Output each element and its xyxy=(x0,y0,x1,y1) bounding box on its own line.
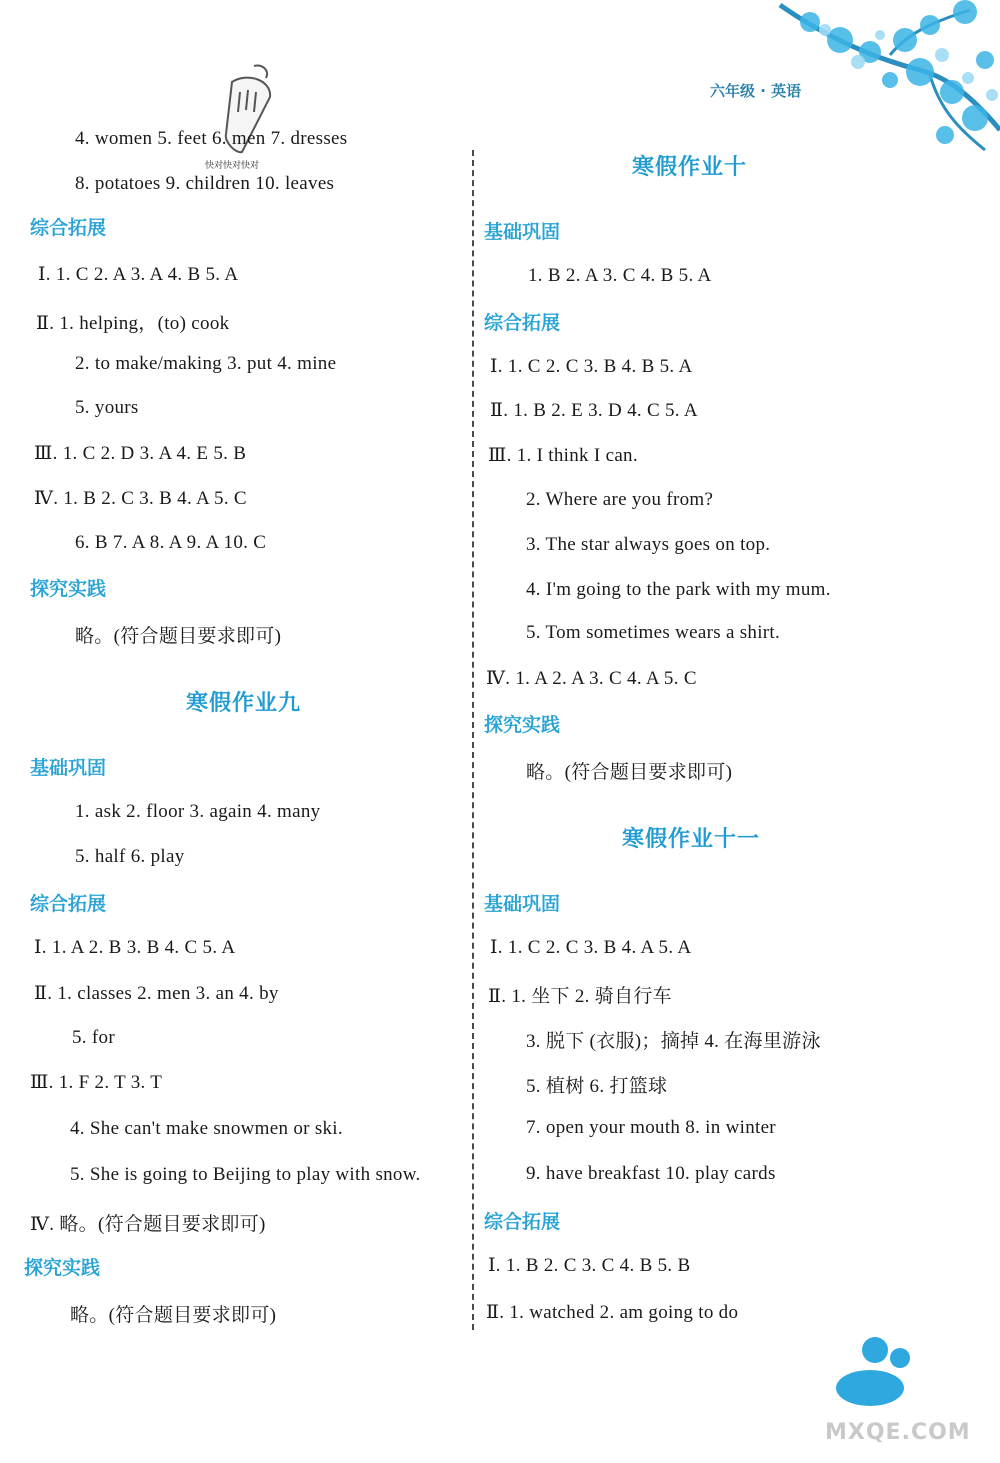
answer-line: 3. 脱下 (衣服)；摘掉 4. 在海里游泳 xyxy=(526,1031,821,1052)
watermark-text: MXQE.COM xyxy=(825,1420,971,1445)
section-heading-exploration: 探究实践 xyxy=(484,714,561,736)
answer-line: Ⅱ. 1. 坐下 2. 骑自行车 xyxy=(488,986,672,1007)
plum-branch-illustration xyxy=(770,0,1000,160)
answer-line: 5. yours xyxy=(75,397,139,418)
answer-line: Ⅳ. 略。(符合题目要求即可) xyxy=(30,1214,266,1235)
homework-title: 寒假作业九 xyxy=(186,691,302,716)
answer-line: 1. B 2. A 3. C 4. B 5. A xyxy=(528,265,712,286)
answer-line: 3. The star always goes on top. xyxy=(526,534,771,555)
answer-line: Ⅳ. 1. B 2. C 3. B 4. A 5. C xyxy=(34,488,247,509)
answer-line: 5. 植树 6. 打篮球 xyxy=(526,1076,668,1097)
answer-line: 2. to make/making 3. put 4. mine xyxy=(75,353,337,374)
answer-line: 5. Tom sometimes wears a shirt. xyxy=(526,622,781,643)
answer-line: Ⅰ. 1. B 2. C 3. C 4. B 5. B xyxy=(488,1255,691,1276)
brand-small-text: 快对快对快对 xyxy=(205,161,260,171)
section-heading-comprehensive: 综合拓展 xyxy=(484,1211,561,1233)
answer-line: 2. Where are you from? xyxy=(526,489,714,510)
answer-line: Ⅰ. 1. C 2. A 3. A 4. B 5. A xyxy=(38,264,239,285)
answer-line: 5. She is going to Beijing to play with snow. xyxy=(70,1164,421,1185)
answer-line: Ⅲ. 1. C 2. D 3. A 4. E 5. B xyxy=(34,443,247,464)
paw-print-icon xyxy=(830,1330,920,1410)
answer-line: Ⅱ. 1. B 2. E 3. D 4. C 5. A xyxy=(490,400,698,421)
answer-line: 略。(符合题目要求即可) xyxy=(75,626,282,647)
answer-line: 4. women 5. feet 6. men 7. dresses xyxy=(75,128,348,149)
answer-line: 略。(符合题目要求即可) xyxy=(70,1305,277,1326)
homework-title: 寒假作业十一 xyxy=(622,827,761,852)
answer-line: 7. open your mouth 8. in winter xyxy=(526,1117,776,1138)
answer-line: Ⅰ. 1. A 2. B 3. B 4. C 5. A xyxy=(34,937,236,958)
answer-line: 1. ask 2. floor 3. again 4. many xyxy=(75,801,321,822)
section-heading-exploration: 探究实践 xyxy=(30,578,107,600)
answer-line: 8. potatoes 9. children 10. leaves xyxy=(75,173,335,194)
answer-line: 6. B 7. A 8. A 9. A 10. C xyxy=(75,532,267,553)
homework-title: 寒假作业十 xyxy=(632,155,748,180)
answer-line: 5. half 6. play xyxy=(75,846,185,867)
answer-line: 9. have breakfast 10. play cards xyxy=(526,1163,776,1184)
answer-line: 4. She can't make snowmen or ski. xyxy=(70,1118,343,1139)
section-heading-basics: 基础巩固 xyxy=(30,757,107,779)
section-heading-comprehensive: 综合拓展 xyxy=(30,893,107,915)
answer-line: Ⅰ. 1. C 2. C 3. B 4. B 5. A xyxy=(490,356,693,377)
section-heading-comprehensive: 综合拓展 xyxy=(484,312,561,334)
answer-line: 略。(符合题目要求即可) xyxy=(526,762,733,783)
answer-line: Ⅱ. 1. helping，(to) cook xyxy=(36,313,230,334)
section-heading-comprehensive: 综合拓展 xyxy=(30,217,107,239)
answer-line: 4. I'm going to the park with my mum. xyxy=(526,579,831,600)
answer-line: Ⅳ. 1. A 2. A 3. C 4. A 5. C xyxy=(486,668,697,689)
answer-line: 5. for xyxy=(72,1027,115,1048)
section-heading-basics: 基础巩固 xyxy=(484,893,561,915)
answer-line: Ⅲ. 1. F 2. T 3. T xyxy=(30,1072,163,1093)
section-heading-exploration: 探究实践 xyxy=(24,1257,101,1279)
answer-line: Ⅲ. 1. I think I can. xyxy=(488,445,638,466)
answer-line: Ⅰ. 1. C 2. C 3. B 4. A 5. A xyxy=(490,937,692,958)
section-heading-basics: 基础巩固 xyxy=(484,221,561,243)
answer-line: Ⅱ. 1. watched 2. am going to do xyxy=(486,1302,739,1323)
grade-subject-label: 六年级 · 英语 xyxy=(710,82,802,100)
column-divider xyxy=(472,150,474,1330)
answer-line: Ⅱ. 1. classes 2. men 3. an 4. by xyxy=(34,983,279,1004)
